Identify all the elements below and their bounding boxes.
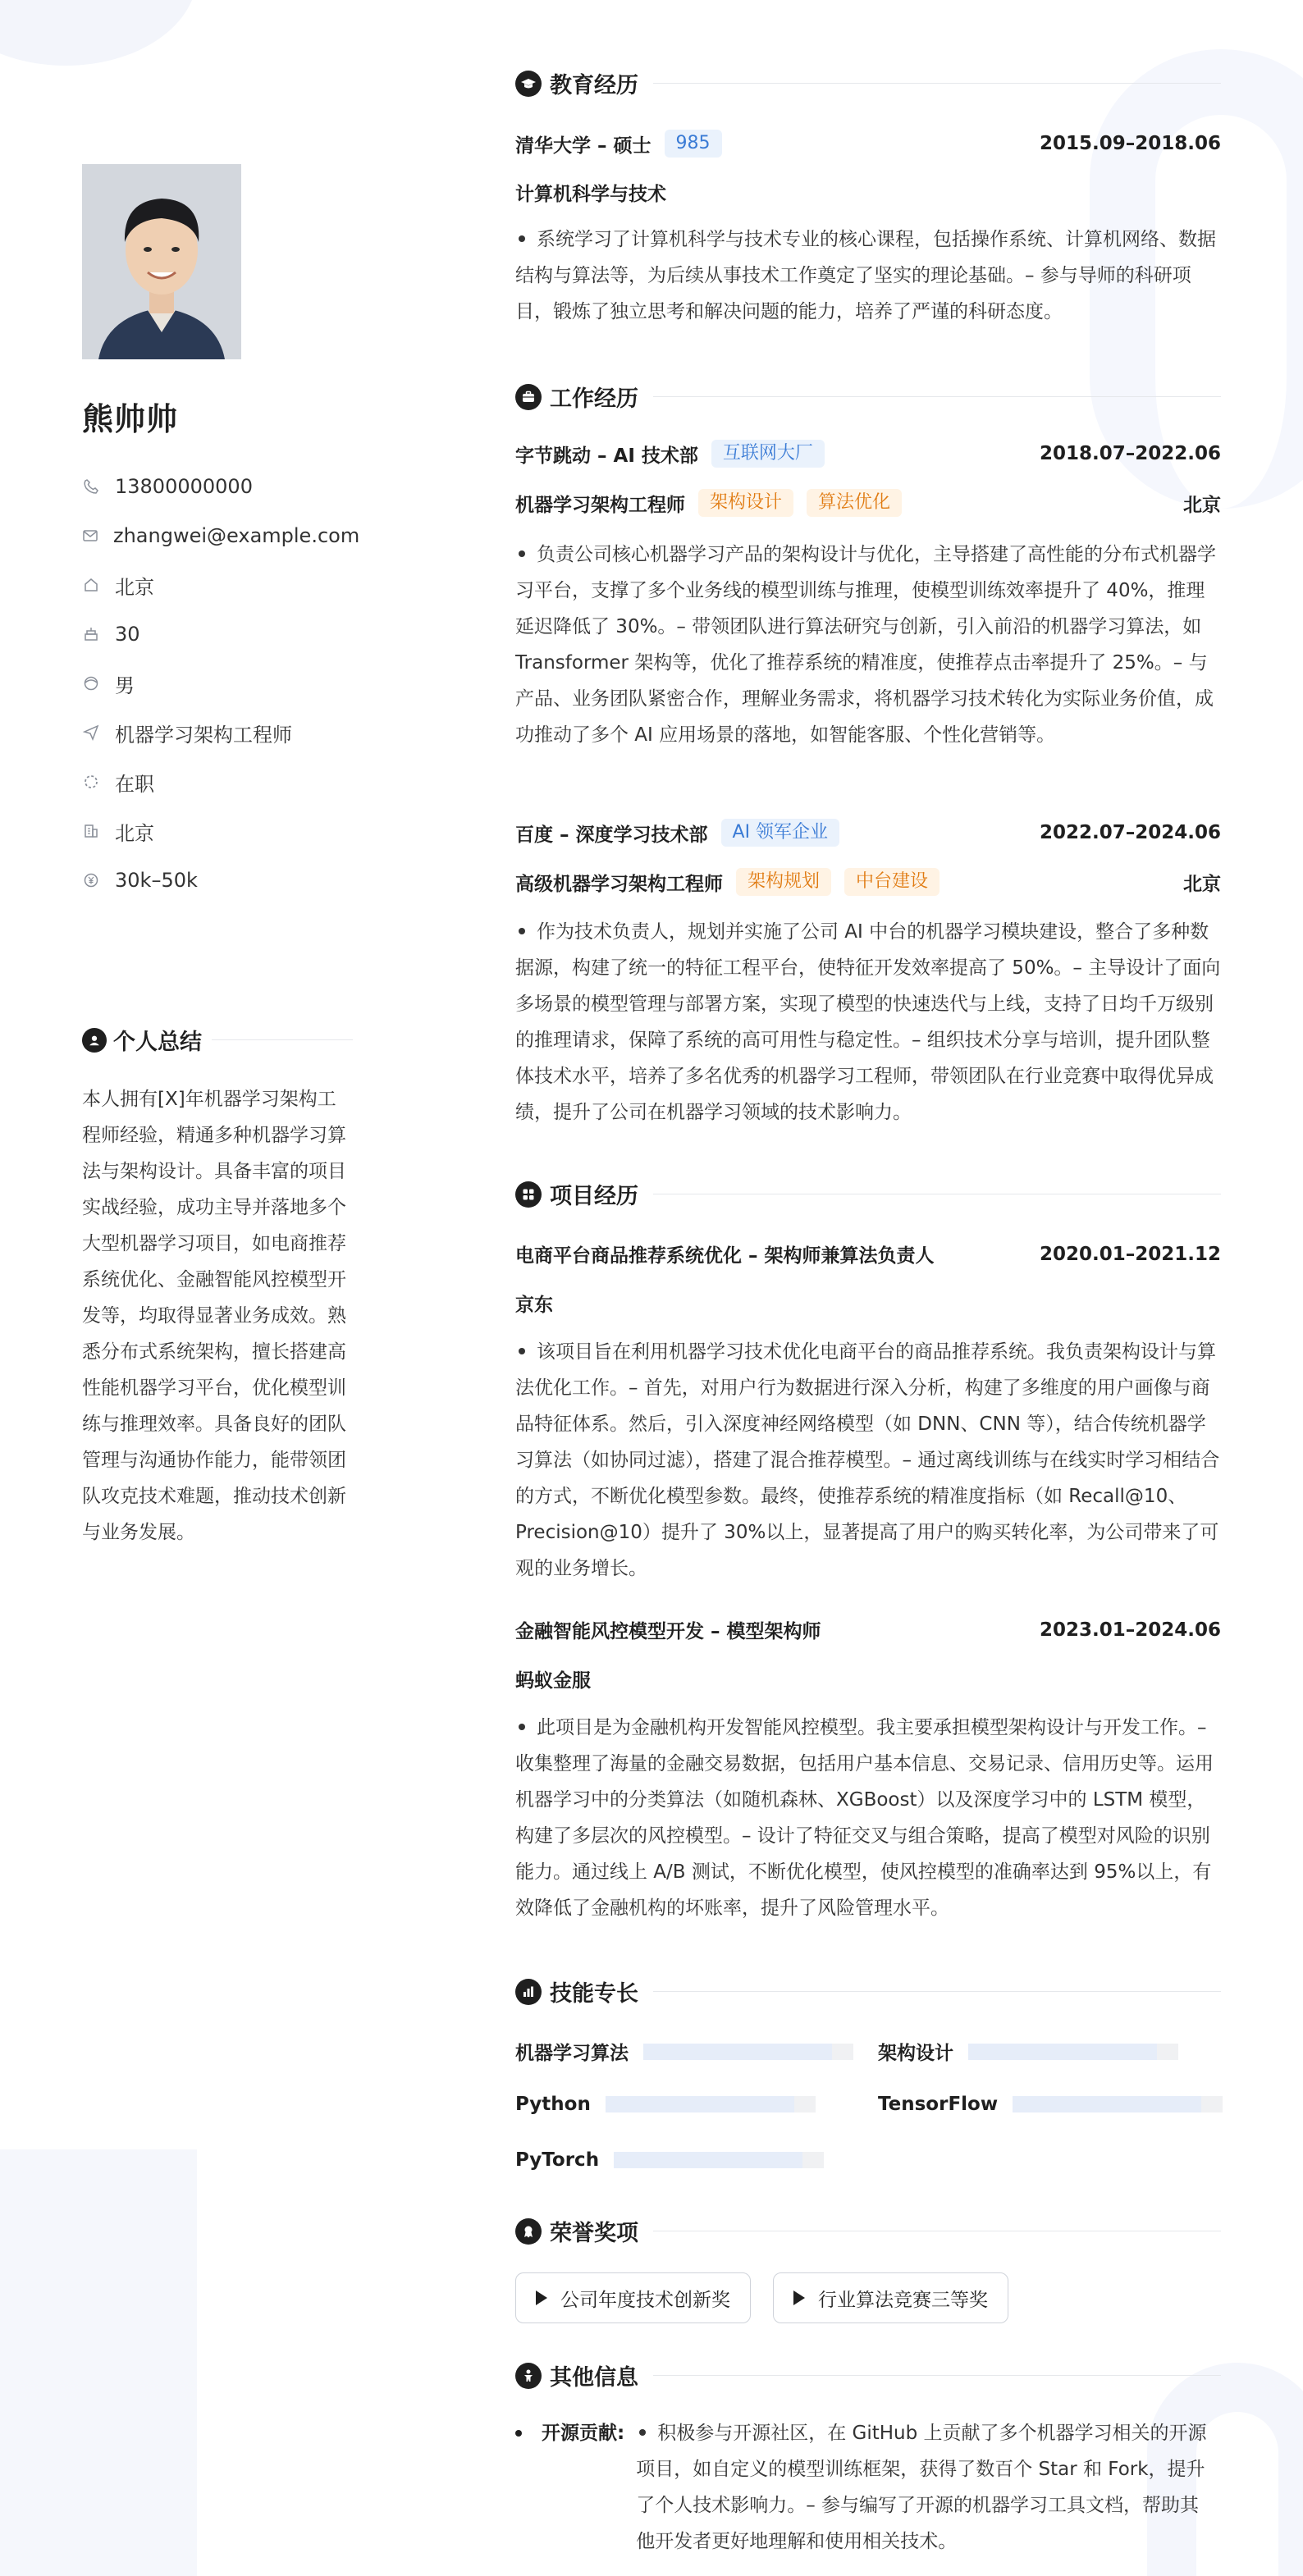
other-text: 积极参与开源社区，在 GitHub 上贡献了多个机器学习相关的开源项目，如自定义的模型训练框架，获得了数百个 Star 和 Fork，提升了个人技术影响力。– 参与编写了开源的机器学习工具文档，帮助其他开发者更好地理解和使用相关技术。 [636,2423,1207,2552]
role-row-2 [515,868,1221,896]
divider [212,1039,353,1040]
avatar-portrait [82,164,241,359]
school-name: 清华大学 – 硕士 [515,135,652,157]
other-header [515,2359,1221,2391]
info-expected-city [82,806,353,856]
info-salary [82,856,353,905]
major: 计算机科学与技术 [515,184,666,205]
award-text: 行业算法竞赛三等奖 [818,2289,988,2311]
info-gender [82,659,353,708]
major-row [515,179,1221,206]
other-label: 开源贡献: [542,2423,625,2444]
location-text: 北京 [115,575,154,599]
status-text: 在职 [115,772,154,796]
skill-name: PyTorch [515,2149,600,2171]
play-icon [536,2291,547,2305]
project-date: 2023.01–2024.06 [1039,1619,1221,1641]
work-city: 北京 [1183,494,1221,516]
work-title: 工作经历 [550,386,638,412]
company-name: 字节跳动 – AI 技术部 [515,445,698,467]
role-row-1 [515,489,1221,517]
divider [653,1991,1221,1992]
role-tag: 中台建设 [844,868,940,896]
summary-header [82,1024,353,1056]
other-item [515,2415,1221,2560]
info-status [82,757,353,806]
home-icon [82,576,100,594]
project-name: 金融智能风控模型开发 – 模型架构师 [515,1621,821,1642]
work-city: 北京 [1183,873,1221,895]
project-desc-2: 此项目是为金融机构开发智能风控模型。我主要承担模型架构设计与开发工作。– 收集整理了海量的金融交易数据，包括用户基本信息、交易记录、信用历史等。运用机器学习中的分类算法（如随机森林、XGBoost）以及深度学习中的 LSTM 模型，构建了多层次的风控模型。– 设计了特征交叉与组合策略，提高了模型对风险的识别能力。通过线上 A/B 测试，不断优化模型，使风控模型的准确率达到 95%以上，有效降低了金融机构的坏账率，提升了风险管理水平。 [515,1717,1214,1919]
bullet [515,2430,522,2437]
education-title: 教育经历 [550,73,638,98]
awards-title: 荣誉奖项 [550,2221,638,2246]
status-icon [82,773,100,791]
avatar [82,164,241,359]
summary-text: 本人拥有[X]年机器学习架构工程师经验，精通多种机器学习算法与架构设计。具备丰富的项目实战经验，成功主导并落地多个大型机器学习项目，如电商推荐系统优化、金融智能风控模型开发等，均取得显著业务成效。熟悉分布式系统架构，擅长搭建高性能机器学习平台，优化模型训练与推理效率。具备良好的团队管理与沟通协作能力，能带领团队攻克技术难题，推动技术创新与业务发展。 [82,1089,346,1543]
role-tag: 架构规划 [736,868,831,896]
skill-name: 架构设计 [878,2043,953,2064]
info-email [82,511,360,560]
background-rect [0,2149,197,2576]
info-location [82,560,353,610]
expected-city-text: 北京 [115,821,154,845]
work-row-2 [515,819,1221,847]
award-item [773,2272,1008,2323]
work-desc-2: 作为技术负责人，规划并实施了公司 AI 中台的机器学习模块建设，整合了多种数据源，构建了统一的特征工程平台，使特征开发效率提高了 50%。– 主导设计了面向多场景的模型管理与部署方案，实现了模型的快速迭代与上线，支持了日均千万级别的推理请求，保障了系统的高可用性与稳定性。– 组织技术分享与培训，提升团队整体技术水平，培养了多名优秀的机器学习工程师，带领团队在行业竞赛中取得优异成绩，提升了公司在机器学习领域的技术影响力。 [515,921,1221,1123]
education-row [515,130,1221,158]
company-tag: AI 领军企业 [721,819,840,847]
role-name: 机器学习架构工程师 [515,494,685,516]
role-name: 高级机器学习架构工程师 [515,873,723,895]
work-date: 2022.07–2024.06 [1039,822,1221,843]
education-header [515,67,1221,99]
work-desc-1: 负责公司核心机器学习产品的架构设计与优化，主导搭建了高性能的分布式机器学习平台，支撑了多个业务线的模型训练与推理，使模型训练效率提升了 40%，推理延迟降低了 30%。– 带领团队进行算法研究与创新，引入前沿的机器学习算法，如 Transformer 架构等，优化了推荐系统的精准度，使推荐点击率提升了 25%。– 与产品、业务团队紧密合作，理解业务需求，将机器学习技术转化为实际业务价值，成功推动了多个 AI 应用场景的落地，如智能客服、个性化营销等。 [515,544,1216,746]
skill-item [878,2038,1178,2065]
phone-text: 13800000000 [115,475,253,498]
skills-title: 技能专长 [550,1981,638,2007]
skill-bar [1013,2096,1223,2112]
background-circle [0,0,197,66]
chart-icon [515,1979,542,2005]
send-icon [82,724,100,742]
face-icon [82,674,100,692]
summary-title: 个人总结 [113,1030,202,1055]
project-org-row-2 [515,1665,1221,1692]
education-date: 2015.09–2018.06 [1039,133,1221,154]
award-text: 公司年度技术创新奖 [560,2289,730,2311]
company-name: 百度 – 深度学习技术部 [515,824,708,846]
candidate-name: 熊帅帅 [82,401,179,437]
divider [653,2375,1221,2376]
divider [653,396,1221,397]
building-icon [82,822,100,840]
project-row-2 [515,1616,1221,1643]
mail-icon [82,527,98,545]
company-tag: 互联网大厂 [711,440,825,468]
project-desc-1: 该项目旨在利用机器学习技术优化电商平台的商品推荐系统。我负责架构设计与算法优化工作。– 首先，对用户行为数据进行深入分析，构建了多维度的用户画像与商品特征体系。然后，引入深度神经网络模型（如 DNN、CNN 等），结合传统机器学习算法（如协同过滤），搭建了混合推荐模型。– 通过离线训练与在线实时学习相结合的方式，不断优化模型参数。最终，使推荐系统的精准度指标（如 Recall@10、Precision@10）提升了 30%以上，显著提高了用户的购买转化率，为公司带来了可观的业务增长。 [515,1341,1220,1579]
projects-title: 项目经历 [550,1184,638,1209]
skill-item [515,2038,853,2065]
skill-name: 机器学习算法 [515,2043,629,2064]
skill-item [515,2149,824,2171]
education-desc: 系统学习了计算机科学与技术专业的核心课程，包括操作系统、计算机网络、数据结构与算法等，为后续从事技术工作奠定了坚实的理论基础。– 参与导师的科研项目，锻炼了独立思考和解决问题的能力，培养了严谨的科研态度。 [515,229,1216,322]
email-text: zhangwei@example.com [113,524,360,547]
skills-header [515,1975,1221,2007]
skill-item [878,2094,1223,2115]
play-icon [793,2291,805,2305]
skill-name: TensorFlow [878,2094,999,2115]
divider [653,83,1221,84]
gender-text: 男 [115,674,135,697]
role-tag: 算法优化 [807,489,902,517]
position-text: 机器学习架构工程师 [115,723,292,747]
work-row-1 [515,440,1221,468]
award-item [515,2272,751,2323]
project-org: 京东 [515,1295,553,1316]
info-age [82,610,353,659]
skill-item [515,2094,816,2115]
briefcase-icon [515,384,542,410]
age-text: 30 [115,623,140,646]
skill-bar [643,2044,853,2060]
grid-icon [515,1181,542,1208]
skill-name: Python [515,2094,591,2115]
project-org: 蚂蚁金服 [515,1670,591,1692]
cake-icon [82,625,100,643]
project-org-row-1 [515,1290,1221,1317]
phone-icon [82,477,100,496]
project-row-1 [515,1240,1221,1267]
info-position [82,708,353,757]
contact-info-list [82,462,360,905]
skill-bar [606,2096,816,2112]
other-title: 其他信息 [550,2365,638,2391]
role-tag: 架构设计 [698,489,793,517]
project-name: 电商平台商品推荐系统优化 – 架构师兼算法负责人 [515,1245,935,1267]
graduation-cap-icon [515,71,542,97]
skill-bar [614,2152,824,2168]
salary-text: 30k–50k [115,869,198,892]
work-date: 2018.07–2022.06 [1039,443,1221,464]
work-header [515,381,1221,413]
project-date: 2020.01–2021.12 [1039,1243,1221,1265]
awards-header [515,2215,1221,2247]
projects-header [515,1178,1221,1210]
info-phone [82,462,353,511]
coin-icon [82,871,100,889]
person-icon [515,2363,542,2389]
school-tag: 985 [665,130,722,158]
skill-bar [968,2044,1178,2060]
award-icon [515,2218,542,2245]
user-icon [82,1028,107,1053]
